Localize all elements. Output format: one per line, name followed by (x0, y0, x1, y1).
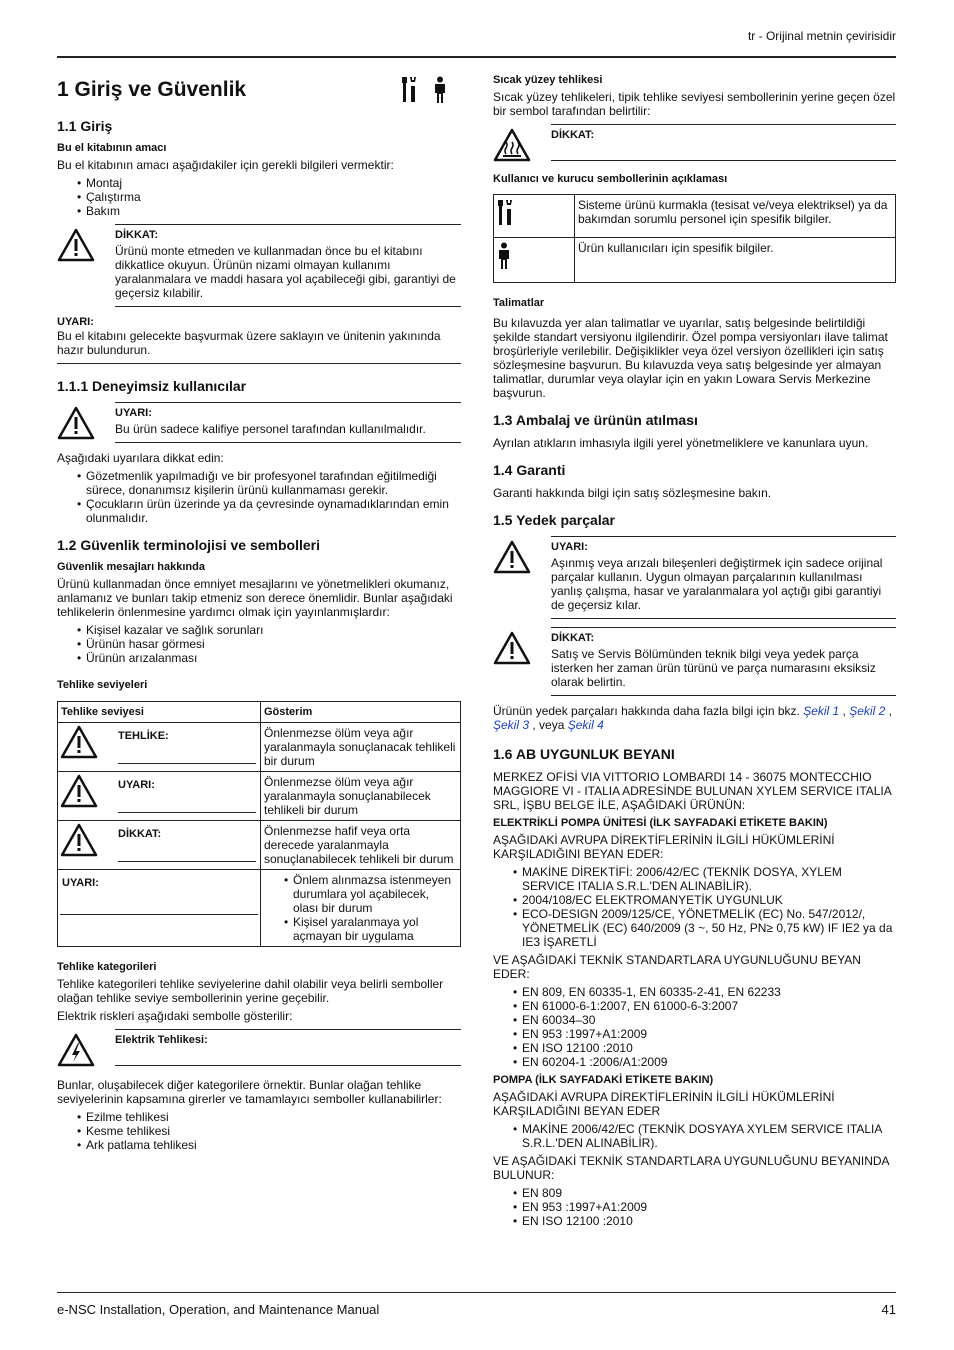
list-item: • Ezilme tehlikesi (57, 1110, 461, 1124)
list-item: • Ürünün arızalanması (57, 651, 461, 665)
standards-list-2 (493, 1186, 896, 1228)
level-label: UYARI: (118, 774, 256, 813)
warn-list (57, 469, 461, 525)
section-1-5: 1.5 Yedek parçalar (493, 512, 615, 528)
separator: , (839, 704, 850, 718)
list-item: • Çalıştırma (57, 190, 461, 204)
section-1-4: 1.4 Garanti (493, 462, 566, 478)
warning-text: Aşınmış veya arızalı bileşenleri değiştirmek için sadece orijinal parçalar kullanın. Uygun olmayan parçalarının kullanılması yanlış çalışma, hasar ve yaralanmalara yol açtığı gibi garantiyi de geçersiz kılar. (551, 556, 883, 612)
level-desc: Önlenmezse ölüm veya ağır yaralanmayla sonuçlanabilecek tehlikeli bir durum (261, 772, 461, 821)
declaration-text: MERKEZ OFİSİ VIA VITTORIO LOMBARDI 14 - 36075 MONTECCHIO MAGGIORE VI - ITALIA ADRESİNDE BULUNAN XYLEM SERVICE ITALIA SRL, İŞBU BELGE İLE, AŞAĞIDAKİ ÜRÜNÜN: (493, 770, 892, 812)
spare-parts-ref (493, 704, 896, 732)
warning-triangle-icon (57, 228, 95, 262)
level-label: DİKKAT: (118, 823, 256, 862)
note-text: Bu el kitabını gelecekte başvurmak üzere saklayın ve ünitenin yakınında hazır bulundurun. (57, 329, 441, 357)
warning-label: UYARI: (115, 407, 152, 419)
right-column (493, 70, 896, 1232)
figure-3-link[interactable]: Şekil 3 (493, 718, 530, 732)
eu-directives-list-2 (493, 1122, 896, 1150)
symbols-heading: Kullanıcı ve kurucu sembollerinin açıklaması (493, 173, 728, 185)
standards-text-2: VE AŞAĞIDAKİ TEKNİK STANDARTLARA UYGUNLUĞUNU BEYANINDA BULUNUR: (493, 1154, 889, 1182)
list-item: • EN 809 (493, 1186, 896, 1200)
levels-heading: Tehlike seviyeleri (57, 679, 148, 691)
table-row (494, 195, 896, 238)
symbol-desc: Sisteme ürünü kurmakla (tesisat ve/veya elektriksel) ya da bakımdan sorumlu personel için spesifik bilgiler. (575, 195, 896, 238)
spare-parts-ref-text: Ürünün yedek parçaları hakkında daha fazla bilgi için bkz. (493, 704, 804, 718)
list-item: • MAKİNE DİREKTİFİ: 2006/42/EC (TEKNİK DOSYA, XYLEM SERVICE ITALIA S.R.L.'DEN ALINABİLİR). (493, 865, 896, 893)
list-item: • EN 809, EN 60335-1, EN 60335-2-41, EN 62233 (493, 985, 896, 999)
table-row (58, 723, 461, 772)
list-item: • Kişisel kazalar ve sağlık sorunları (57, 623, 461, 637)
list-item: • Kesme tehlikesi (57, 1124, 461, 1138)
warning-notice (57, 402, 461, 443)
list-item: • Çocukların ürün üzerinde ya da çevresinde oynamadıklarından emin olunmalıdır. (57, 497, 461, 525)
other-categories-text: Bunlar, oluşabilecek diğer kategorilere örnektir. Bunlar olağan tehlike seviyelerinin kapsamına girerler ve tamamlayıcı semboller kullanabilirler: (57, 1078, 442, 1106)
chapter-title (57, 76, 461, 104)
instructions-heading: Talimatlar (493, 297, 545, 309)
list-item: • Gözetmenlik yapılmadığı ve bir profesyonel tarafından eğitilmediği sürece, donanımsız kişilerin ürünü kullanmaması gerekir. (57, 469, 461, 497)
messages-list (57, 623, 461, 665)
list-item: • EN 60034–30 (493, 1013, 896, 1027)
hot-surface-label: DİKKAT: (551, 129, 595, 141)
spare-warning-notice (493, 536, 896, 619)
header-rule (57, 56, 896, 58)
level-label: UYARI: (60, 872, 258, 915)
note-label: UYARI: (57, 316, 94, 328)
instructions-text: Bu kılavuzda yer alan talimatlar ve uyarılar, satış belgesinde belirtildiği şekilde standart versiyonu ilgilendirir. Özel pompa versiyonları ilave talimat broşürleriyle verilebilir. Değişiklikler veya özel versiyon özellikleri için satış sözleşmesine başvurun. Bu kılavuzda veya satış belgesinde yer almayan talimatlar, durumlar veya olaylar için en yakın Lowara Servis Merkezine başvurun. (493, 316, 888, 400)
list-item: • MAKİNE 2006/42/EC (TEKNİK DOSYAYA XYLEM SERVICE ITALIA S.R.L.'DEN ALINABİLİR). (493, 1122, 896, 1150)
warning-triangle-icon (57, 406, 95, 440)
messages-heading: Güvenlik mesajları hakkında (57, 561, 205, 573)
section-1-1: 1.1 Giriş (57, 118, 113, 134)
warn-intro: Aşağıdaki uyarılara dikkat edin: (57, 451, 224, 465)
caution-label: DİKKAT: (551, 632, 595, 644)
symbols-table (493, 194, 896, 283)
level-desc: Önlenmezse ölüm veya ağır yaralanmayla sonuçlanacak tehlikeli bir durum (261, 723, 461, 772)
other-categories-list (57, 1110, 461, 1152)
warning-triangle-icon (60, 823, 98, 857)
standards-list-1 (493, 985, 896, 1069)
warning-text: Bu ürün sadece kalifiye personel tarafından kullanılmalıdır. (115, 422, 426, 436)
list-item: • Ürünün hasar görmesi (57, 637, 461, 651)
person-icon (497, 241, 511, 271)
list-item: • Ark patlama tehlikesi (57, 1138, 461, 1152)
list-item: • Bakım (57, 204, 461, 218)
header-note: tr - Orijinal metnin çevirisidir (747, 29, 896, 43)
electric-notice (57, 1029, 461, 1070)
section-1-2: 1.2 Güvenlik terminolojisi ve sembolleri (57, 537, 320, 553)
list-item: • EN 60204-1 :2006/A1:2009 (493, 1055, 896, 1069)
level-label: TEHLİKE: (118, 725, 256, 764)
section-1-6: 1.6 AB UYGUNLUK BEYANI (493, 746, 675, 762)
hot-surface-heading: Sıcak yüzey tehlikesi (493, 74, 603, 86)
warning-triangle-icon (60, 725, 98, 759)
purpose-heading: Bu el kitabının amacı (57, 142, 167, 154)
list-item: • Montaj (57, 176, 461, 190)
purpose-list (57, 176, 461, 218)
warning-triangle-icon (60, 774, 98, 808)
separator: , (885, 704, 892, 718)
table-row (58, 772, 461, 821)
table-row (58, 870, 461, 947)
caution-text: Satış ve Servis Bölümünden teknik bilgi veya yedek parça isterken her zaman ürün türünü ve parça numarasını eksiksiz olarak belirtin. (551, 647, 876, 689)
section-1-1-1: 1.1.1 Deneyimsiz kullanıcılar (57, 378, 247, 394)
note-block (57, 315, 461, 364)
list-item: • ECO-DESIGN 2009/125/CE, YÖNETMELİK (EC) No. 547/2012/, YÖNETMELİK (EC) 640/2009 (3 ~, 50 Hz, PN≥ 0,75 kW) IF IE2 ya da IE3 İŞARETLİ (493, 907, 896, 949)
warning-triangle-icon (493, 540, 531, 574)
categories-heading: Tehlike kategorileri (57, 961, 157, 973)
section-1-3: 1.3 Ambalaj ve ürünün atılması (493, 412, 698, 428)
list-item: • EN 953 :1997+A1:2009 (493, 1027, 896, 1041)
table-row (494, 238, 896, 283)
footer-rule (57, 1292, 896, 1293)
hot-surface-text: Sıcak yüzey tehlikeleri, tipik tehlike seviyesi sembollerinin yerine geçen özel bir sembol tarafından belirtilir: (493, 90, 896, 118)
hot-surface-icon (493, 128, 531, 162)
section-1-3-text: Ayrılan atıkların imhasıyla ilgili yerel yönetmeliklere ve kanunlara uyun. (493, 436, 869, 450)
eu-directives-text-1: AŞAĞIDAKİ AVRUPA DİREKTİFLERİNİN İLGİLİ HÜKÜMLERİNİ KARŞILADIĞINI BEYAN EDER: (493, 833, 835, 861)
list-item: • EN ISO 12100 :2010 (493, 1214, 896, 1228)
figure-1-link[interactable]: Şekil 1 (803, 704, 840, 718)
categories-text: Tehlike kategorileri tehlike seviyelerine dahil olabilir veya belirli semboller olağan tehlike seviye sembollerinin yerine geçebilir. (57, 977, 444, 1005)
symbol-desc: Ürün kullanıcıları için spesifik bilgiler. (575, 238, 896, 283)
list-item: • Önlem alınmazsa istenmeyen durumlara yol açabilecek, olası bir durum (264, 873, 457, 915)
list-item: • EN 953 :1997+A1:2009 (493, 1200, 896, 1214)
electric-unit-heading: ELEKTRİKLİ POMPA ÜNİTESİ (İLK SAYFADAKİ ETİKETE BAKIN) (493, 817, 828, 829)
figure-4-link[interactable]: Şekil 4 (567, 718, 604, 732)
table-header: Tehlike seviyesi (58, 702, 261, 723)
list-item: • Kişisel yaralanmaya yol açmayan bir uygulama (264, 915, 457, 943)
chapter-title-text: 1 Giriş ve Güvenlik (57, 78, 247, 101)
table-header: Gösterim (261, 702, 461, 723)
eu-directives-list-1 (493, 865, 896, 949)
standards-text-1: VE AŞAĞIDAKİ TEKNİK STANDARTLARA UYGUNLUĞUNU BEYAN EDER: (493, 953, 861, 981)
separator: , veya (529, 718, 568, 732)
hazard-levels-table (57, 701, 461, 947)
section-1-4-text: Garanti hakkında bilgi için satış sözleşmesine bakın. (493, 486, 772, 500)
messages-text: Ürünü kullanmadan önce emniyet mesajlarını ve yönetmelikleri okumanız, anlamanız ve bunları takip etmeniz son derece önemlidir. Bunlar aşağıdaki tehlikelerin önlenmesine yardımcı olmak için yayınlanmışlardır: (57, 577, 453, 619)
list-item: • EN 61000-6-1:2007, EN 61000-6-3:2007 (493, 999, 896, 1013)
level-notice-list (264, 873, 457, 943)
eu-directives-text-2: AŞAĞIDAKİ AVRUPA DİREKTİFLERİNİN İLGİLİ HÜKÜMLERİNİ KARŞILADIĞINI BEYAN EDER (493, 1090, 835, 1118)
person-icon (433, 76, 447, 104)
warning-label: UYARI: (551, 541, 588, 553)
list-item: • 2004/108/EC ELEKTROMANYETİK UYGUNLUK (493, 893, 896, 907)
electric-label: Elektrik Tehlikesi: (115, 1034, 208, 1046)
hot-surface-notice (493, 124, 896, 165)
page-number: 41 (881, 1302, 896, 1317)
table-row (58, 821, 461, 870)
chapter-icons (401, 76, 447, 104)
caution-label: DİKKAT: (115, 229, 159, 241)
level-desc: Önlenmezse hafif veya orta derecede yaralanmayla sonuçlanabilecek tehlikeli bir durum (261, 821, 461, 870)
warning-triangle-icon (493, 631, 531, 665)
electric-intro: Elektrik riskleri aşağıdaki sembolle gösterilir: (57, 1009, 293, 1023)
figure-2-link[interactable]: Şekil 2 (849, 704, 886, 718)
tools-icon (497, 198, 513, 228)
footer-manual-title: e-NSC Installation, Operation, and Maintenance Manual (57, 1302, 380, 1317)
caution-notice (57, 224, 461, 307)
electric-hazard-icon (57, 1033, 95, 1067)
left-column (57, 70, 461, 1156)
caution-text: Ürünü monte etmeden ve kullanmadan önce bu el kitabını dikkatlice okuyun. Ürünün nizami olmayan kullanımı yaralanmalara ve maddi hasara yol açabileceği gibi, garantiyi de geçersiz kılabilir. (115, 244, 456, 300)
purpose-text: Bu el kitabının amacı aşağıdakiler için gerekli bilgileri vermektir: (57, 158, 394, 172)
pump-heading: POMPA (İLK SAYFADAKİ ETİKETE BAKIN) (493, 1074, 714, 1086)
spare-caution-notice (493, 627, 896, 696)
tools-icon (401, 76, 417, 104)
list-item: • EN ISO 12100 :2010 (493, 1041, 896, 1055)
